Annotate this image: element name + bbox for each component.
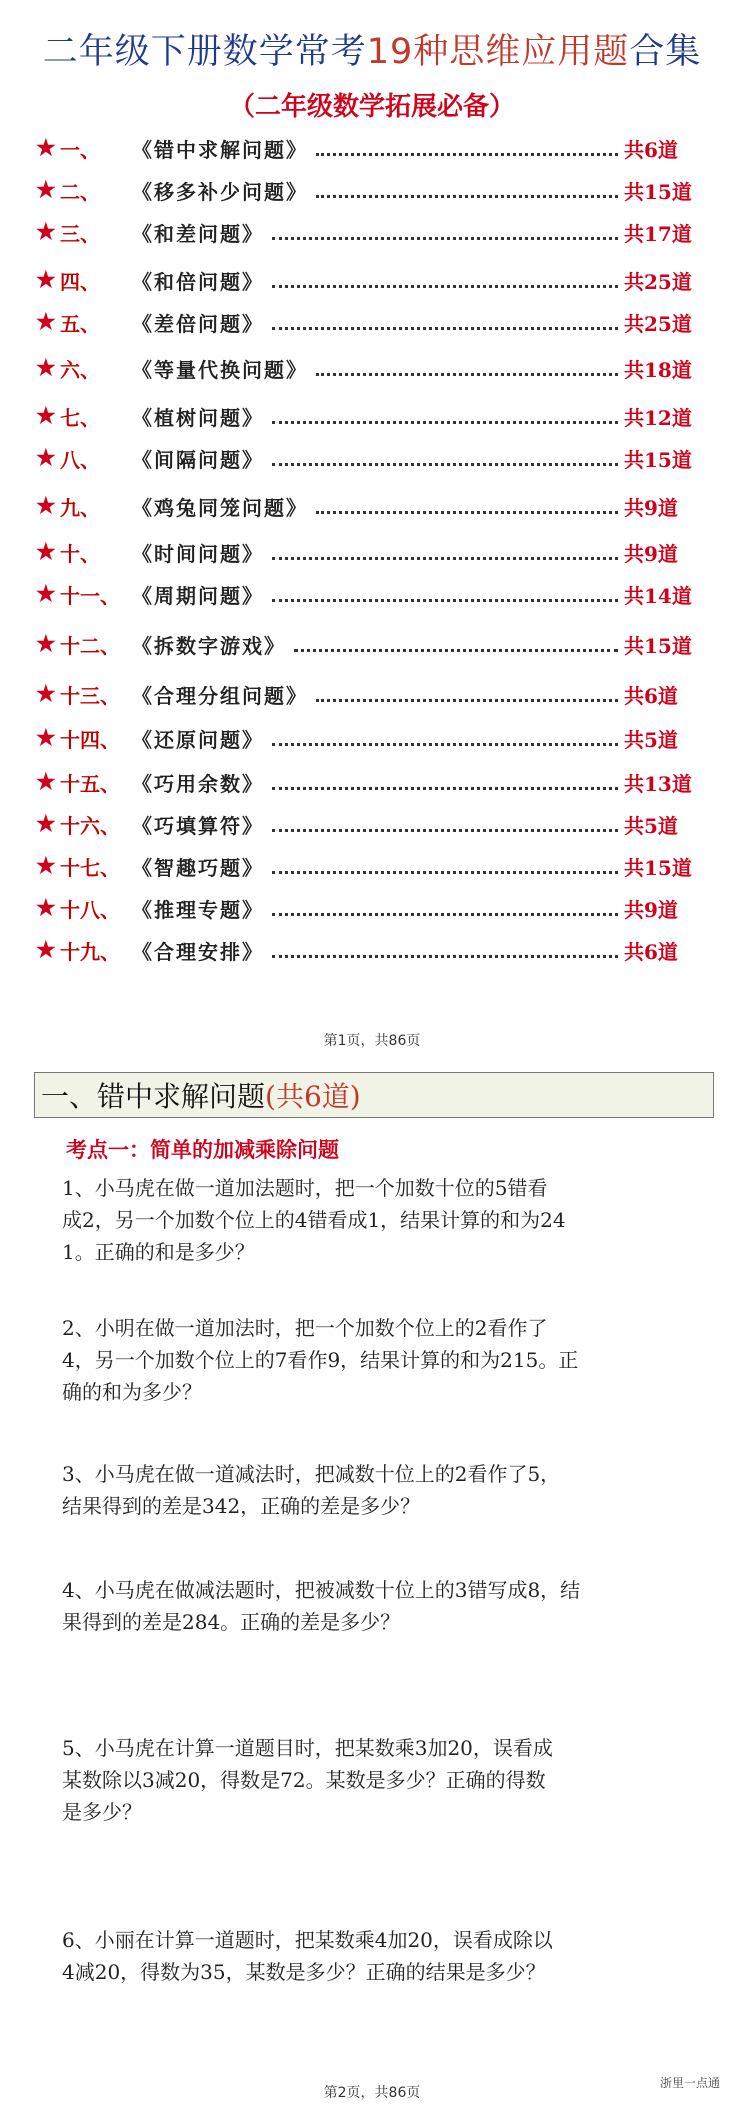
toc-leader-dots [272,901,618,916]
toc-item [36,676,696,712]
toc-number: 八、 [60,447,100,472]
title-part-b: 19种思维应用题 [366,32,630,72]
toc-item [36,764,696,800]
toc-count: 共9道 [624,495,678,520]
star-icon: ★ [36,853,56,879]
toc-leader-dots [272,545,618,560]
toc-item [36,488,696,524]
toc-count: 共6道 [624,683,678,708]
toc-topic: 《推理专题》 [132,897,264,922]
toc-number: 十二、 [60,633,120,658]
star-icon: ★ [36,267,56,293]
toc-item [36,534,696,570]
section-count: (共6道) [265,1080,361,1113]
page-footer-2: 第2页，共86页 [323,2085,421,2101]
toc-number: 二、 [60,179,100,204]
toc-number: 六、 [60,357,100,382]
toc-leader-dots [316,499,618,514]
page-footer-1: 第1页，共86页 [323,1033,421,1049]
question-line: 1、小马虎在做一道加法题时，把一个加数十位的5错看 [62,1176,548,1200]
toc-count: 共18道 [624,357,692,382]
toc-count: 共9道 [624,897,678,922]
star-icon: ★ [36,493,56,519]
toc-topic: 《等量代换问题》 [132,357,308,382]
toc-item [36,172,696,208]
toc-leader-dots [272,273,618,288]
toc-leader-dots [316,687,618,702]
toc-leader-dots [316,361,618,376]
section-title: 一、错中求解问题 [41,1080,266,1113]
toc-topic: 《移多补少问题》 [132,179,308,204]
key-point-heading: 考点一：简单的加减乘除问题 [66,1138,339,1162]
toc-number: 三、 [60,221,100,246]
star-icon: ★ [36,309,56,335]
question-6 [62,1924,662,1988]
toc-leader-dots [272,587,618,602]
toc-number: 十八、 [60,897,120,922]
toc-item [36,932,696,968]
star-icon: ★ [36,937,56,963]
star-icon: ★ [36,895,56,921]
question-5 [62,1732,662,1828]
toc-count: 共5道 [624,727,678,752]
document-title [0,24,744,74]
toc-count: 共6道 [624,939,678,964]
toc-count: 共14道 [624,583,692,608]
question-line: 5、小马虎在计算一道题目时，把某数乘3加20，误看成 [62,1736,553,1760]
toc-topic: 《智趣巧题》 [132,855,264,880]
toc-topic: 《合理安排》 [132,939,264,964]
toc-count: 共15道 [624,179,692,204]
toc-item [36,626,696,662]
title-part-a: 二年级下册数学常考 [42,32,367,72]
toc-item [36,304,696,340]
toc-item [36,890,696,926]
toc-leader-dots [316,141,618,156]
toc-count: 共5道 [624,813,678,838]
toc-number: 十一、 [60,583,120,608]
star-icon: ★ [36,681,56,707]
question-line: 4减20，得数为35，某数是多少？正确的结果是多少？ [62,1960,546,1984]
toc-count: 共25道 [624,311,692,336]
toc-leader-dots [294,637,618,652]
toc-number: 四、 [60,269,100,294]
question-line: 2、小明在做一道加法时，把一个加数个位上的2看作了 [62,1316,548,1340]
toc-topic: 《鸡兔同笼问题》 [132,495,308,520]
star-icon: ★ [36,539,56,565]
toc-item [36,848,696,884]
question-line: 1。正确的和是多少？ [62,1240,255,1264]
toc-topic: 《还原问题》 [132,727,264,752]
star-icon: ★ [36,581,56,607]
question-line: 某数除以3减20，得数是72。某数是多少？正确的得数 [62,1768,546,1792]
star-icon: ★ [36,403,56,429]
question-line: 4，另一个加数个位上的7看作9，结果计算的和为215。正 [62,1348,579,1372]
toc-topic: 《合理分组问题》 [132,683,308,708]
toc-item [36,806,696,842]
toc-count: 共9道 [624,541,678,566]
toc-topic: 《和差问题》 [132,221,264,246]
toc-count: 共13道 [624,771,692,796]
toc-number: 十、 [60,541,100,566]
toc-item [36,440,696,476]
toc-count: 共12道 [624,405,692,430]
toc-count: 共15道 [624,855,692,880]
question-2 [62,1312,662,1408]
question-1 [62,1172,662,1268]
toc-item [36,350,696,386]
section-heading [34,1072,714,1118]
toc-leader-dots [272,817,618,832]
toc-item [36,214,696,250]
toc-leader-dots [272,943,618,958]
star-icon: ★ [36,631,56,657]
toc-item [36,398,696,434]
star-icon: ★ [36,811,56,837]
toc-count: 共15道 [624,447,692,472]
star-icon: ★ [36,725,56,751]
toc-number: 九、 [60,495,100,520]
star-icon: ★ [36,219,56,245]
toc-leader-dots [316,183,618,198]
question-line: 6、小丽在计算一道题时，把某数乘4加20，误看成除以 [62,1928,553,1952]
star-icon: ★ [36,445,56,471]
title-part-c: 合集 [629,32,702,72]
toc-item [36,720,696,756]
toc-number: 十七、 [60,855,120,880]
toc-number: 七、 [60,405,100,430]
toc-topic: 《拆数字游戏》 [132,633,286,658]
toc-leader-dots [272,315,618,330]
toc-topic: 《间隔问题》 [132,447,264,472]
toc-number: 一、 [60,137,100,162]
star-icon: ★ [36,177,56,203]
toc-item [36,130,696,166]
toc-number: 十四、 [60,727,120,752]
toc-topic: 《和倍问题》 [132,269,264,294]
toc-topic: 《周期问题》 [132,583,264,608]
toc-item [36,576,696,612]
watermark-text: 浙里一点通 [660,2076,721,2090]
toc-count: 共25道 [624,269,692,294]
question-line: 成2，另一个加数个位上的4错看成1，结果计算的和为24 [62,1208,566,1232]
toc-item [36,262,696,298]
question-3 [62,1458,662,1522]
toc-count: 共6道 [624,137,678,162]
toc-leader-dots [272,859,618,874]
toc-topic: 《时间问题》 [132,541,264,566]
toc-topic: 《植树问题》 [132,405,264,430]
toc-count: 共17道 [624,221,692,246]
toc-topic: 《巧用余数》 [132,771,264,796]
star-icon: ★ [36,769,56,795]
toc-topic: 《巧填算符》 [132,813,264,838]
question-line: 结果得到的差是342，正确的差是多少？ [62,1494,421,1518]
star-icon: ★ [36,135,56,161]
toc-topic: 《错中求解问题》 [132,137,308,162]
document-subtitle: （二年级数学拓展必备） [228,92,515,122]
question-line: 是多少？ [62,1800,142,1824]
toc-leader-dots [272,775,618,790]
toc-number: 十五、 [60,771,120,796]
question-4 [62,1574,662,1638]
toc-number: 十九、 [60,939,120,964]
question-line: 3、小马虎在做一道减法时，把减数十位上的2看作了5， [62,1462,561,1486]
question-line: 4、小马虎在做减法题时，把被减数十位上的3错写成8，结 [62,1578,581,1602]
toc-count: 共15道 [624,633,692,658]
toc-number: 五、 [60,311,100,336]
toc-leader-dots [272,451,618,466]
toc-number: 十六、 [60,813,120,838]
question-line: 确的和为多少？ [62,1380,202,1404]
toc-leader-dots [272,225,618,240]
toc-leader-dots [272,731,618,746]
toc-number: 十三、 [60,683,120,708]
toc-topic: 《差倍问题》 [132,311,264,336]
star-icon: ★ [36,355,56,381]
question-line: 果得到的差是284。正确的差是多少？ [62,1610,401,1634]
toc-leader-dots [272,409,618,424]
